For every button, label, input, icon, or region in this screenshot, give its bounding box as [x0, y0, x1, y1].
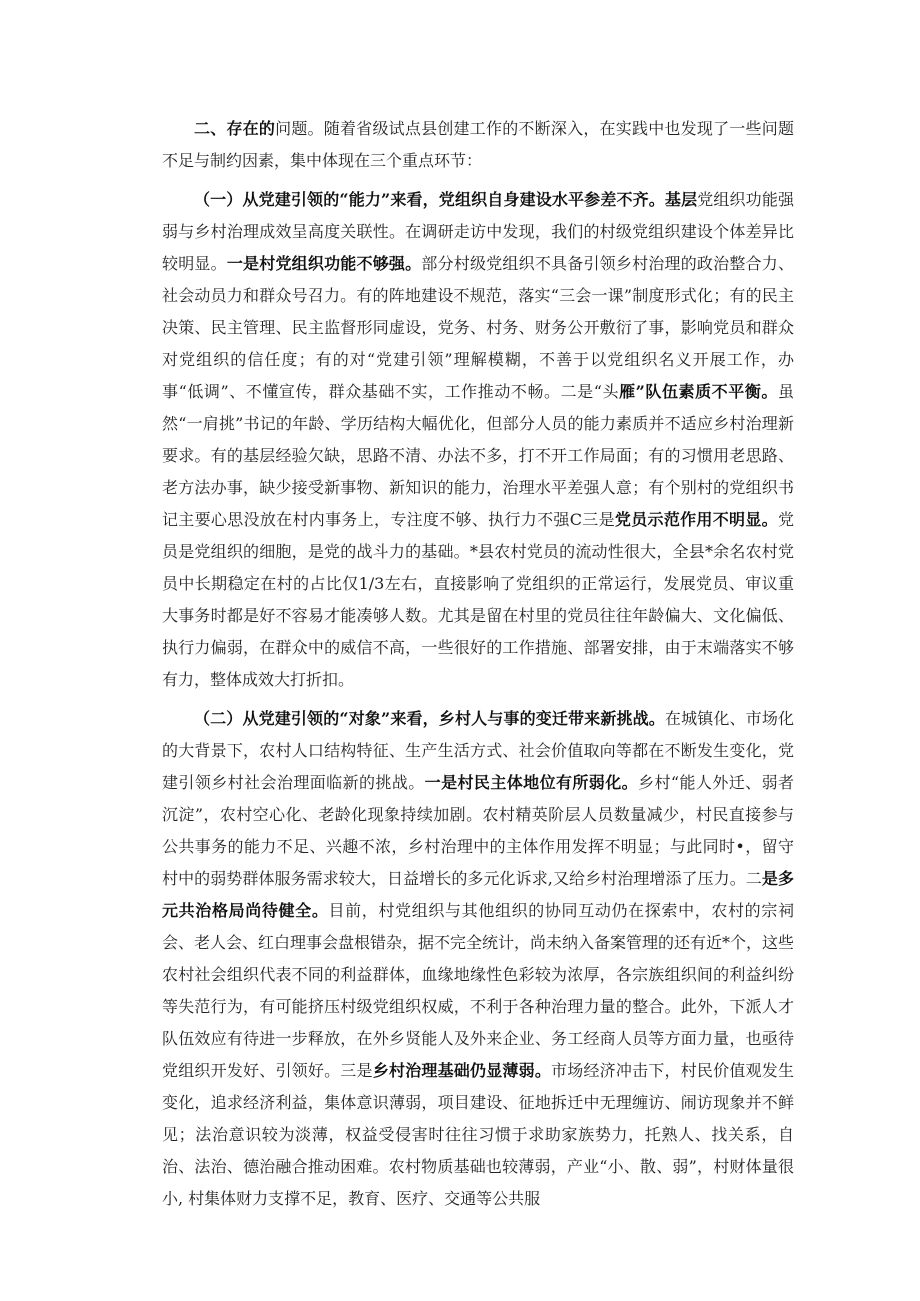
section-heading: 二、存在的 — [194, 119, 276, 138]
paragraph-text: 目前，村党组织与其他组织的协同互动仍在探索中，农村的宗祠会、老人会、红白理事会盘根错杂，据不完全统计，尚未纳入备案管理的还有近*个，这些农村社会组织代表不同的利益群体，血缘地缘性色彩较为浓厚，各宗族组织间的利益纠纷等失范行为，有可能挤压村级党组织权威，不利于各种治理力量的整合。此外，下派人才队伍效应有待进一步释放，在外乡贤能人及外来企业、务工经商人员等方面力量，也亟待党组织开发好、引领好。三是 — [162, 901, 795, 1080]
subsection-heading: （一）从党建引领的“能力”来看，党组织自身建设水平参差不齐。基层 — [194, 190, 698, 209]
point-heading: 一是村党组织功能不够强。 — [226, 254, 422, 273]
paragraph-text: 市场经济冲击下，村民价值观发生变化，追求经济利益，集体意识薄弱，项目建设、征地拆迁中无理缠访、闹访现象并不鲜见；法治意识较为淡薄，权益受侵害时往往习惯于求助家族势力，托熟人、找关系，自治、法治、德治融合推动困难。农村物质基础也较薄弱，产业“小、散、弱”，村财体量很小, 村集体财力支撑不足，教育、医疗、交通等公共服 — [162, 1061, 794, 1208]
point-heading: 党员示范作用不明显。 — [614, 510, 778, 529]
point-heading: 乡村治理基础仍显薄弱。 — [372, 1061, 552, 1080]
point-heading: 是多元共治格局尚待健全。 — [162, 869, 794, 920]
paragraph-text: 党员是党组织的细胞，是党的战斗力的基础。*县农村党员的流动性很大，全县*余名农村党员中长期稳定在村的占比仅1/3左右，直接影响了党组织的正常运行，发展党员、审议重大事务时都是好不容易才能凑够人数。尤其是留在村里的党员往往年龄偏大、文化偏低、执行力偏弱，在群众中的威信不高，一些很好的工作措施、部署安排，由于末端落实不够有力，整体成效大打折扣。 — [162, 510, 794, 689]
paragraph-text: 问题。随着省级试点县创建工作的不断深入，在实践中也发现了一些问题不足与制约因素，集中体现在三个重点环节： — [162, 119, 794, 170]
paragraph-text: 部分村级党组织不具备引领乡村治理的政治整合力、社会动员力和群众号召力。有的阵地建设不规范，落实“三会一课”制度形式化；有的民主决策、民主管理、民主监督形同虚设，党务、村务、财务公开敷衍了事，影响党员和群众对党组织的信任度；有的对“党建引领”理解模糊，不善于以党组织名义开展工作，办事“低调”、不懂宣传，群众基础不实，工作推动不畅。二是“头 — [162, 254, 794, 401]
paragraph-text: 虽然“一肩挑”书记的年龄、学历结构大幅优化，但部分人员的能力素质并不适应乡村治理新要求。有的基层经验欠缺，思路不清、办法不多，打不开工作局面；有的习惯用老思路、老方法办事，缺少接受新事物、新知识的能力，治理水平差强人意；有个别村的党组织书记主要心思没放在村内事务上，专注度不够、执行力不强C三是 — [162, 382, 794, 529]
paragraph-object — [162, 703, 794, 1215]
paragraph-text: 党组织功能强弱与乡村治理成效呈高度关联性。在调研走访中发现，我们的村级党组织建设个体差异比较明显。 — [162, 190, 794, 273]
paragraph-problems-intro — [162, 113, 794, 177]
document-body — [162, 113, 794, 1222]
paragraph-capability — [162, 184, 794, 696]
paragraph-text: 在城镇化、市场化的大背景下，农村人口结构特征、生产生活方式、社会价值取向等都在不断发生变化，党建引领乡村社会治理面临新的挑战。 — [162, 709, 794, 792]
paragraph-text: 乡村“能人外迁、弱者沉淀”，农村空心化、老龄化现象持续加剧。农村精英阶层人员数量减少，村民直接参与公共事务的能力不足、兴趣不浓，乡村治理中的主体作用发挥不明显；与此同时•，留守村中的弱势群体服务需求较大，日益增长的多元化诉求,又给乡村治理增添了压力。二 — [162, 773, 794, 888]
point-heading: 雁”队伍素质不平衡。 — [619, 382, 778, 401]
point-heading: 一是村民主体地位有所弱化。 — [424, 773, 639, 792]
subsection-heading: （二）从党建引领的“对象”来看，乡村人与事的变迁带来新挑战。 — [194, 709, 665, 728]
